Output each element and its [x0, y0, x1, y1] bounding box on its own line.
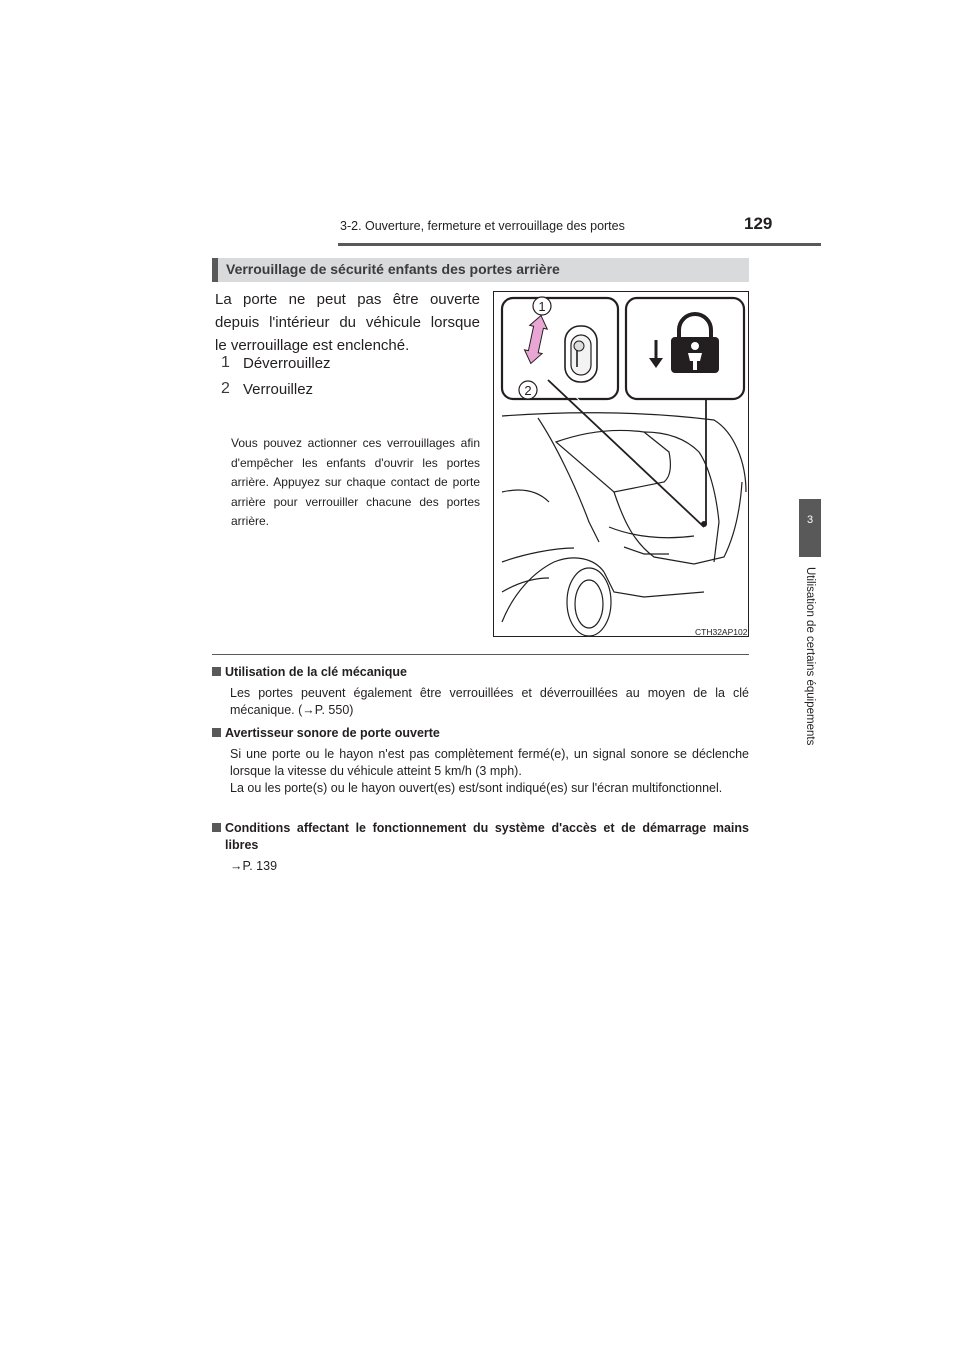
- info-title-row: [212, 664, 749, 681]
- intro-line-3: le verrouillage est enclenché.: [215, 337, 410, 354]
- note-paragraph: Vous pouvez actionner ces verrouillages afin d'empêcher les enfants d'ouvrir les portes arrière. Appuyez sur chaque contact de porte arrière pour verrouiller chacune des portes arrière.: [231, 436, 480, 528]
- car-door-illustration: [502, 413, 746, 636]
- info-title: Utilisation de la clé mécanique: [225, 665, 408, 679]
- info-body: Les portes peuvent également être verrouillées et déverrouillées au moyen de la clé mécanique. (→P. 550): [230, 686, 749, 717]
- info-body: →P. 139: [230, 859, 278, 873]
- chapter-tab: [799, 499, 821, 557]
- figure-child-lock: [493, 291, 749, 637]
- section-divider: [212, 654, 749, 655]
- info-block: [212, 820, 749, 875]
- item-number: 1: [221, 354, 230, 371]
- item-number: 2: [221, 380, 230, 397]
- info-body-2: La ou les porte(s) ou le hayon ouvert(es) est/sont indiqué(es) sur l'écran multifonctionnel.: [230, 781, 723, 795]
- page-number: 129: [744, 214, 773, 233]
- section-heading-text: Verrouillage de sécurité enfants des portes arrière: [226, 261, 560, 277]
- figure-code: CTH32AP102: [695, 627, 748, 637]
- leader-line: [548, 380, 704, 527]
- info-title: Conditions affectant le fonctionnement du système d'accès et de démarrage mains libres: [225, 821, 749, 852]
- info-body: Si une porte ou le hayon n'est pas complètement fermé(e), un signal sonore se déclenche lorsque la vitesse du véhicule atteint 5 km/h (3 mph).: [230, 747, 749, 778]
- chapter-tab-number: 3: [806, 514, 814, 526]
- square-bullet-icon: [212, 728, 221, 737]
- header-rule: [338, 243, 821, 246]
- child-head: [691, 342, 699, 350]
- info-block: [212, 664, 749, 719]
- list-item: [221, 380, 230, 398]
- list-item-text: [243, 381, 313, 399]
- lock-switch-location: [701, 521, 707, 527]
- info-title-row: [212, 725, 749, 742]
- intro-paragraph: [215, 288, 480, 357]
- square-bullet-icon: [212, 823, 221, 832]
- info-title: Avertisseur sonore de porte ouverte: [225, 726, 440, 740]
- section-heading-bar: [212, 258, 218, 282]
- item-text: Verrouillez: [243, 381, 314, 398]
- list-item-text: [243, 355, 331, 373]
- intro-line-1: La porte ne peut pas être ouverte: [215, 291, 480, 308]
- square-bullet-icon: [212, 667, 221, 676]
- switch-inset: [502, 298, 618, 399]
- list-item: [221, 354, 230, 372]
- callout-1-label: 1: [538, 299, 546, 314]
- figure-illustration: [494, 292, 748, 636]
- info-title-row: [212, 820, 749, 854]
- item-text: Déverrouillez: [243, 355, 331, 372]
- chapter-label-text: Utilisation de certains équipements: [804, 567, 816, 746]
- header-section-title: 3-2. Ouverture, fermeture et verrouillage des portes: [340, 219, 625, 233]
- switch-knob: [574, 341, 584, 351]
- info-block: [212, 725, 749, 797]
- chapter-label: [800, 567, 820, 777]
- section-heading: [212, 258, 749, 282]
- intro-line-2: depuis l'intérieur du véhicule lorsque: [215, 314, 480, 331]
- callout-2-label: 2: [524, 383, 532, 398]
